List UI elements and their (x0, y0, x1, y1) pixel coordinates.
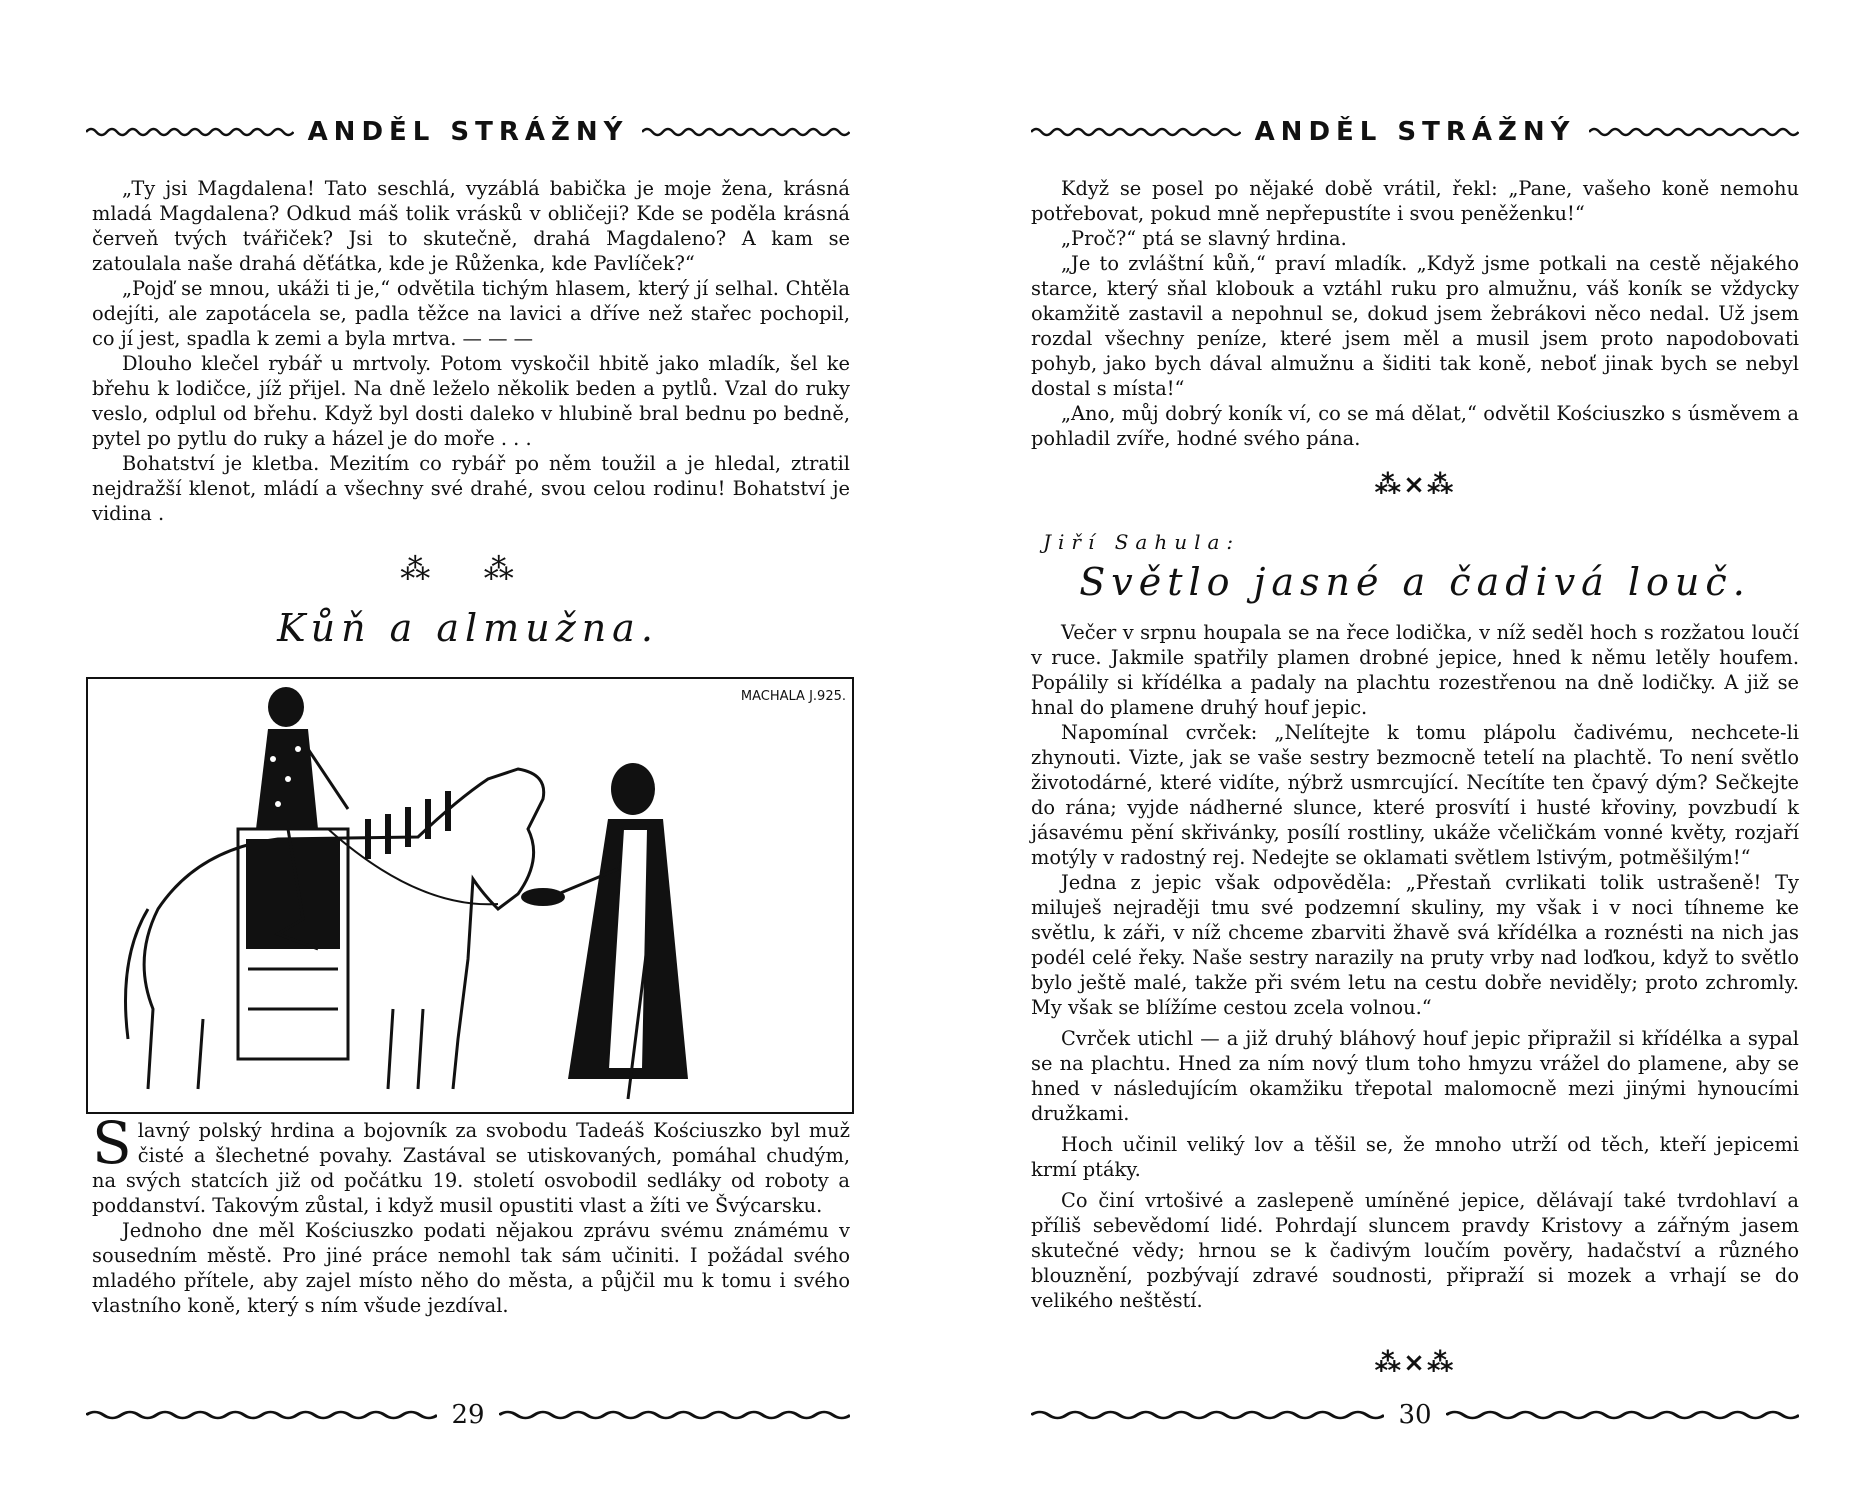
right-page (931, 0, 1862, 1500)
paragraph: „Pojď se mnou, ukáži ti je,“ odvětila tichým hlasem, který jí selhal. Chtěla odejíti, ale zapotácela se, padla těžce na lavici a dříve než stařec pochopil, co jí jest, spadla k zemi a byla mrtva. — — — (92, 277, 850, 350)
drop-cap: S (92, 1109, 132, 1177)
illustration-horse-and-beggar (86, 677, 854, 1114)
running-title: ANDĚL STRÁŽNÝ (1254, 117, 1576, 147)
story-paragraph: Jedna z jepic však odpověděla: „Přestaň cvrlikati tolik ustrašeně! Ty miluješ nejraději tmu své podzemní skuliny, my však i v noci tíhneme ke světlu, k záři, v níž chceme zbarviti žhavě svá křídélka a roznésti na nich jas podél celé řeky. Naše sestry narazily na pruty vrby nad loďkou, když to světlo bylo ještě malé, takže při svém letu na cestu dobře neviděly; proto zchromly. My však se blížíme cestou zcela volnou.“ (1031, 871, 1799, 1019)
horse-rider-beggar-drawing (88, 679, 852, 1112)
story-paragraph-first (92, 1109, 850, 1218)
footer-rule-right (1446, 1409, 1799, 1421)
right-top-text (1031, 176, 1799, 451)
page-number: 29 (451, 1400, 485, 1430)
story-title: Kůň a almužna. (277, 606, 659, 650)
story-paragraph: Co činí vrtošivé a zaslepeně umíněné jepice, dělávají také tvrdohlaví a příliš sebevědomí lidé. Pohrdají sluncem pravdy Kristovy a zářným jasem skutečné vědy; hrnou se k čadivým loučím pověry, hadačství a různého blouznění, pozbývají zdravé soudnosti, připraží si mozek a vrhají se do velikého neštěstí. (1031, 1189, 1799, 1312)
paragraph: „Ty jsi Magdalena! Tato seschlá, vyzáblá babička je moje žena, krásná mladá Magdalena? Odkud máš tolik vrásků v obličeji? Kde se poděla krásná červeň tvých tvářiček? Jsi to skutečně, drahá Magdaleno? A kam se zatoulala naše drahá děťátka, kde je Růženka, kde Pavlíček?“ (92, 177, 850, 275)
left-top-text (92, 176, 850, 526)
story-title: Světlo jasné a čadivá louč. (1079, 560, 1751, 604)
right-running-header (1031, 112, 1799, 152)
left-running-header (86, 112, 850, 152)
paragraph: „Proč?“ ptá se slavný hrdina. (1061, 227, 1347, 250)
footer-rule-right (499, 1409, 850, 1421)
header-rule-left (1031, 126, 1241, 138)
right-story-text (1031, 620, 1799, 1313)
story-paragraph: Jednoho dne měl Kościuszko podati nějakou zprávu svému známému v sousedním městě. Pro jiné práce nemohl tak sám učiniti. I požádal svého mladého přítele, aby zajel místo něho do města, a půjčil mu k tomu i svého vlastního koně, který s ním všude jezdíval. (92, 1219, 850, 1317)
footer-rule-left (1031, 1409, 1384, 1421)
paragraph: Když se posel po nějaké době vrátil, řekl: „Pane, vašeho koně nemohu potřebovat, pokud mně nepřepustíte i svou peněženku!“ (1031, 177, 1799, 225)
left-story-text (92, 1109, 850, 1318)
footer-rule-left (86, 1409, 437, 1421)
paragraph: „Je to zvláštní kůň,“ praví mladík. „Když jsme potkali na cestě nějakého starce, který sňal klobouk a vztáhl ruku pro almužnu, váš koník se vždycky okamžitě zastavil a nepohnul se, dokud jsem žebrákovi něco nedal. Už jsem rozdal všechny peníze, které jsem měl a musil jsem proto napodobovati pohyb, jako bych dával almužnu a šiditi tak koně, neboť jinak bych se nebyl dostal s místa!“ (1031, 252, 1799, 400)
paragraph: Dlouho klečel rybář u mrtvoly. Potom vyskočil hbitě jako mladík, šel ke břehu k lodičce, jíž přijel. Na dně leželo několik beden a pytlů. Vzal do ruky veslo, odplul od břehu. Když byl dosti daleko v hlubině bral bednu po bedně, pytel po pytlu do ruky a házel je do moře . . . (92, 352, 850, 450)
end-ornament: ⁂×⁂ (1374, 1348, 1456, 1378)
paragraph: „Ano, můj dobrý koník ví, co se má dělat,“ odvětil Kościuszko s úsměvem a pohladil zvíře, hodné svého pána. (1031, 402, 1799, 450)
story-paragraph: Cvrček utichl — a již druhý bláhový houf jepic připražil si křídélka a sypal se na plachtu. Hned za ním nový tlum toho hmyzu vrážel do plamene, aby se hned v následujícím okamžiku třepotal malomocně mezi jinými hynoucími družkami. (1031, 1027, 1799, 1125)
story-paragraph: Hoch učinil veliký lov a těšil se, že mnoho utrží od těch, kteří jepicemi krmí ptáky. (1031, 1133, 1799, 1181)
illustration-signature: MACHALA J.925. (740, 689, 846, 704)
section-ornament: ⁂ ⁂ (400, 552, 536, 587)
story-first-text: lavný polský hrdina a bojovník za svobodu Tadeáš Kościuszko byl muž čisté a šlechetné povahy. Zastával se utiskovaných, pomáhal chudým, na svých statcích již od počátku 19. století osvobodil sedláky od roboty a poddanství. Takovým zůstal, i když musil opustiti vlast a žíti ve Švýcarsku. (92, 1119, 850, 1217)
header-rule-right (642, 126, 850, 138)
story-author: Jiří Sahula: (1043, 530, 1241, 554)
page-number: 30 (1398, 1400, 1432, 1430)
header-rule-right (1589, 126, 1799, 138)
section-ornament: ⁂×⁂ (1374, 470, 1456, 500)
left-page-footer (86, 1398, 850, 1432)
running-title: ANDĚL STRÁŽNÝ (307, 117, 629, 147)
header-rule-left (86, 126, 294, 138)
story-paragraph: Večer v srpnu houpala se na řece lodička, v níž seděl hoch s rozžatou loučí v ruce. Jakmile spatřily plamen drobné jepice, hned k němu letěly houfem. Popálily si křídélka a padaly na plachtu rozestřenou na dně lodičky. A již se hnal do plamene druhý houf jepic. (1031, 621, 1799, 719)
right-page-footer (1031, 1398, 1799, 1432)
story-paragraph: Napomínal cvrček: „Nelítejte k tomu plápolu čadivému, nechcete-li zhynouti. Vizte, jak se vaše sestry bezmocně tetelí na plachtě. To není světlo životodárné, které vidíte, nýbrž usmrcující. Necítíte ten čpavý dým? Sečkejte do rána; vyjde nádherné slunce, které prosvítí i husté křoviny, povzbudí k jásavému pění skřivánky, posílí rostliny, ukáže včeličkám vonné květy, rozjaří motýly v radostný rej. Nedejte se oklamati světlem lstivým, potměšilým!“ (1031, 721, 1799, 869)
paragraph: Bohatství je kletba. Mezitím co rybář po něm toužil a je hledal, ztratil nejdražší klenot, mládí a všechny své drahé, svou celou rodinu! Bohatství je vidina . (92, 452, 850, 525)
